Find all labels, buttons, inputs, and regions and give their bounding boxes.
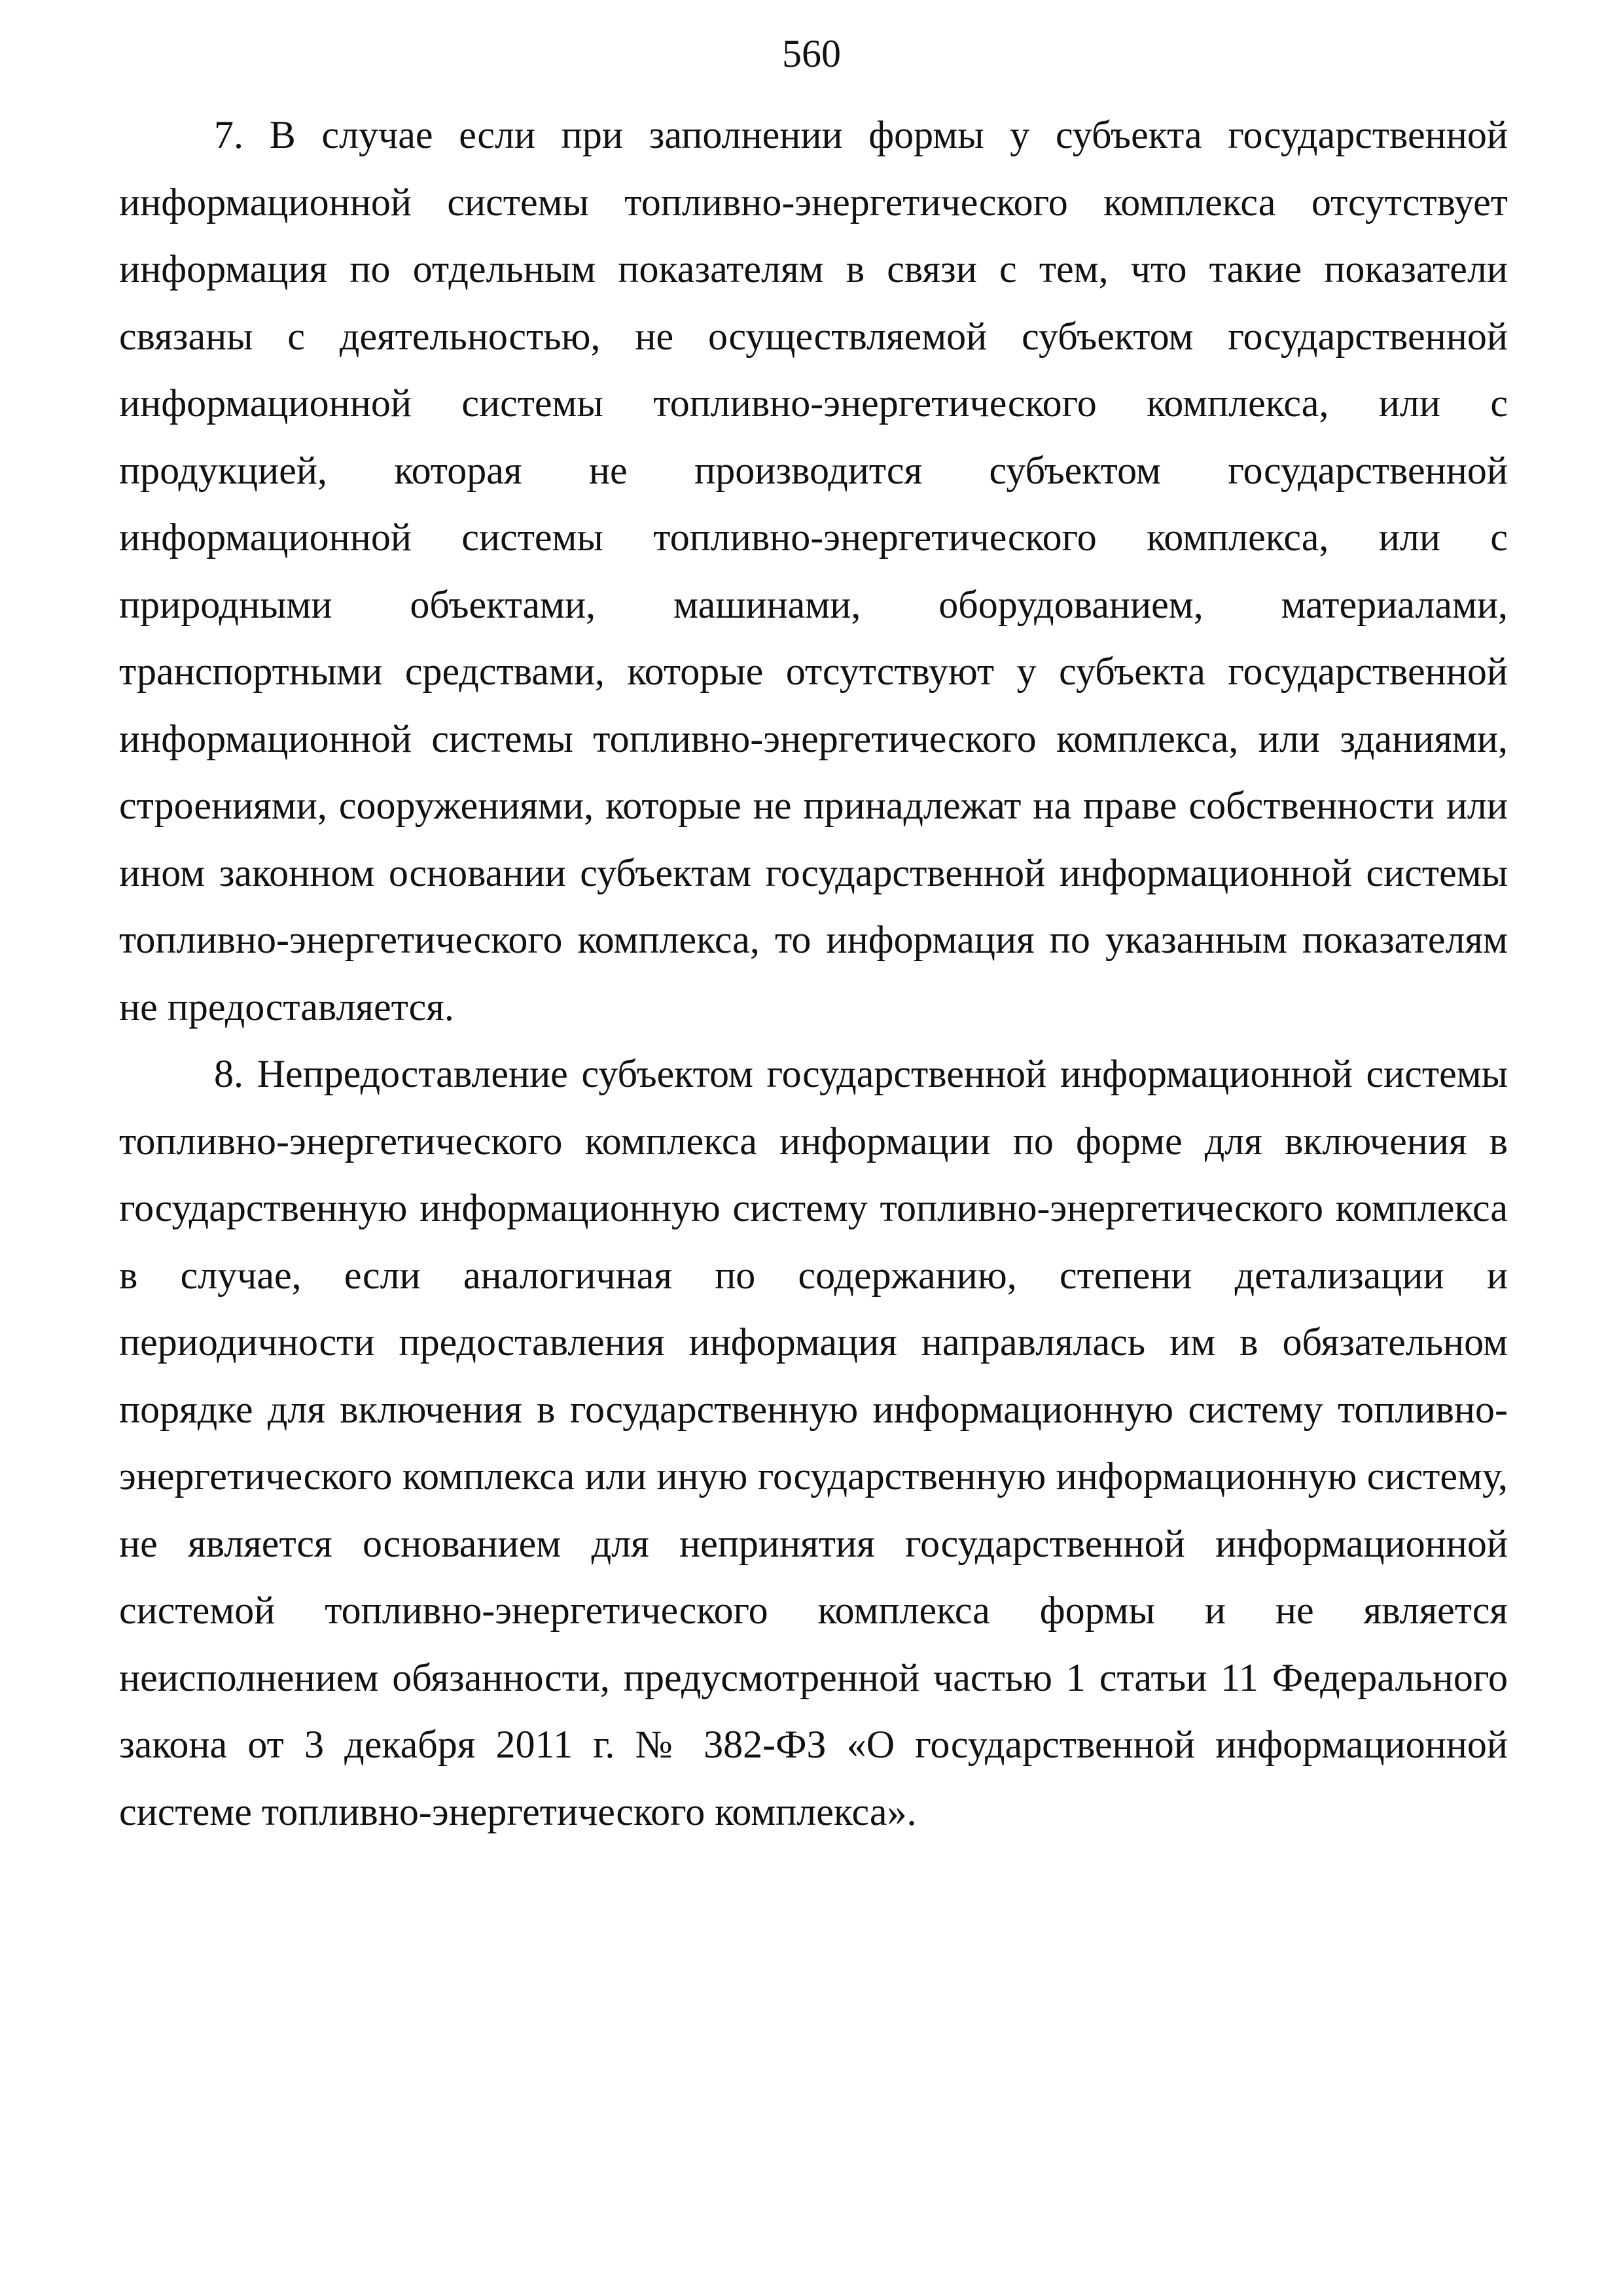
paragraph-8: 8. Непредоставление субъектом государственной информационной системы топливно-энергетического комплекса информации по форме для включения в государственную информационную систему топливно-энергетического комплекса в случае, если аналогичная по содержанию, степени детализации и периодичности предоставления информация направлялась им в обязательном порядке для включения в государственную информационную систему топливно-энергетического комплекса или иную государственную информационную систему, не является основанием для непринятия государственной информационной системой топливно-энергетического комплекса формы и не является неисполнением обязанности, предусмотренной частью 1 статьи 11 Федерального закона от 3 декабря 2011 г. № 382-ФЗ «О государственной информационной системе топливно-энергетического комплекса».: [119, 1052, 1508, 1833]
page-number: 560: [782, 32, 841, 75]
paragraph-7: 7. В случае если при заполнении формы у субъекта государственной информационной системы топливно-энергетического комплекса отсутствует информация по отдельным показателям в связи с тем, что такие показатели связаны с деятельностью, не осуществляемой субъектом государственной информационной системы топливно-энергетического комплекса, или с продукцией, которая не производится субъектом государственной информационной системы топливно-энергетического комплекса, или с природными объектами, машинами, оборудованием, материалами, транспортными средствами, которые отсутствуют у субъекта государственной информационной системы топливно-энергетического комплекса, или зданиями, строениями, сооружениями, которые не принадлежат на праве собственности или ином законном основании субъектам государственной информационной системы топливно-энергетического комплекса, то информация по указанным показателям не предоставляется.: [119, 113, 1508, 1029]
document-body: [119, 101, 1508, 1845]
